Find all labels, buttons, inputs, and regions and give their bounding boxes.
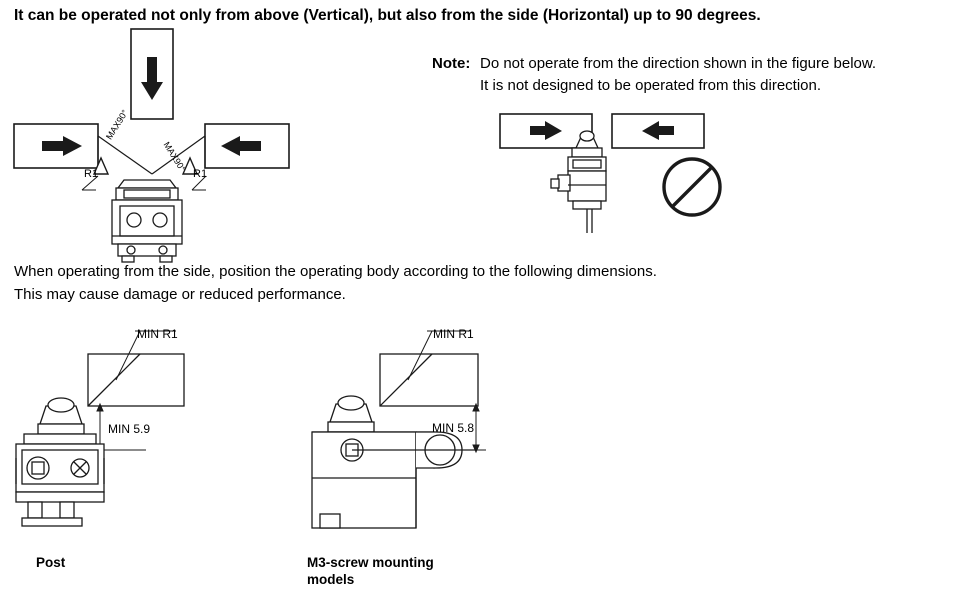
prohibited-direction-diagram [480,105,760,255]
paragraph-line2: This may cause damage or reduced performance. [14,286,346,303]
switch-m3-body [312,396,476,528]
max-angle-label-right: MAX90° [161,140,188,174]
no-entry-icon [664,159,720,215]
min-r1-label-left: MIN R1 [137,327,178,341]
m3-screw-dimension-diagram [290,318,570,548]
caption-m3-line1: M3-screw mounting [307,555,434,570]
switch-body-top-view [112,180,182,262]
vertical-horizontal-operation-diagram [0,24,310,264]
note-text-line1: Do not operate from the direction shown in the figure below. [480,55,877,72]
min-59-label: MIN 5.9 [108,422,151,436]
min-58-label: MIN 5.8 [432,421,475,435]
arrow-left-box-2 [612,114,704,148]
max-angle-label-left: MAX90° [104,107,131,142]
arrow-right-box [14,124,98,168]
switch-post-body [16,398,104,526]
operating-body-block-2 [380,354,478,406]
operating-body-block [88,354,184,406]
note-label: Note: [432,55,471,72]
arrow-down-box [131,29,173,119]
radius-label-right: R1 [193,168,208,180]
paragraph-line1: When operating from the side, position the operating body according to the following dimensions. [14,263,657,280]
caption-post: Post [36,555,66,570]
page-title: It can be operated not only from above (Vertical), but also from the side (Horizontal) up to 90 degrees. [14,7,761,24]
arrow-left-box [205,124,289,168]
radius-label-left: R1 [84,168,99,180]
min-r1-label-right: MIN R1 [433,327,474,341]
note-text-line2: It is not designed to be operated from this direction. [480,77,822,94]
caption-m3-line2: models [307,572,355,587]
